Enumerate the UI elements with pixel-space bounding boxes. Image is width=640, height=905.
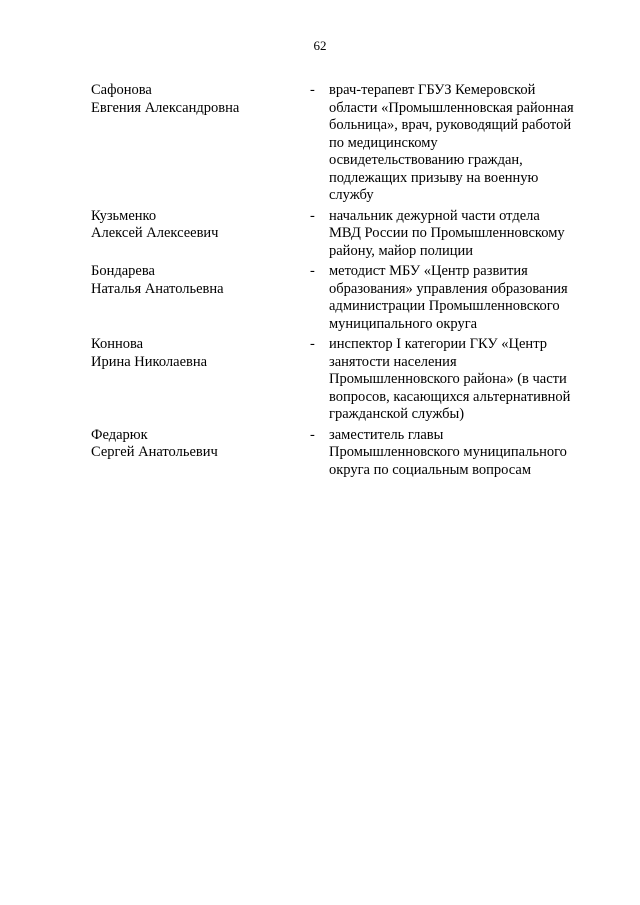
position-line: освидетельствованию граждан, [329,152,523,168]
member-entry [91,263,591,333]
member-surname: Кузьменко [91,207,157,224]
member-name [91,263,301,298]
member-given-names: Ирина Николаевна [91,353,208,370]
member-surname: Сафонова [91,82,152,98]
member-entry [91,82,591,205]
member-entry [91,427,591,480]
position-line: гражданской службы) [329,406,465,422]
separator-dash: - [310,82,315,98]
separator-dash: - [310,263,315,279]
member-position [329,263,589,333]
position-line: методист МБУ «Центр развития [329,263,528,279]
member-entry [91,208,591,261]
position-line: по медицинскому [329,134,438,151]
member-position [329,336,589,424]
position-line: Промышленновского муниципального [329,444,567,460]
separator-dash: - [310,426,315,443]
position-line: врач-терапевт ГБУЗ Кемеровской [329,82,536,98]
position-line: району, майор полиции [329,242,473,259]
member-given-names: Евгения Александровна [91,99,240,116]
member-given-names: Алексей Алексеевич [91,225,219,241]
member-position [329,208,589,261]
member-name [91,336,301,371]
member-given-names: Наталья Анатольевна [91,280,224,297]
separator-dash: - [310,207,315,224]
position-line: подлежащих призыву на военную [329,169,539,186]
position-line: муниципального округа [329,315,478,332]
member-surname: Федарюк [91,426,148,443]
position-line: начальник дежурной части отдела [329,207,540,224]
position-line: образования» управления образования [329,280,568,297]
member-name [91,82,301,117]
position-line: службу [329,187,374,203]
commission-member-list [91,82,591,479]
position-line: области «Промышленновская районная [329,99,574,116]
member-surname: Коннова [91,336,144,352]
member-position [329,427,589,480]
position-line: МВД России по Промышленновскому [329,225,565,241]
member-name [91,427,301,462]
separator-dash: - [310,336,315,352]
member-surname: Бондарева [91,263,155,279]
member-name [91,208,301,243]
member-given-names: Сергей Анатольевич [91,444,218,460]
position-line: инспектор I категории ГКУ «Центр [329,336,547,352]
member-position [329,82,589,205]
position-line: вопросов, касающихся альтернативной [329,388,571,405]
position-line: округа по социальным вопросам [329,461,532,478]
position-line: Промышленновского района» (в части [329,371,567,387]
member-entry [91,336,591,424]
position-line: заместитель главы [329,426,444,443]
page-number: 62 [313,38,327,53]
position-line: администрации Промышленновского [329,298,560,314]
position-line: больница», врач, руководящий работой [329,117,572,133]
position-line: занятости населения [329,353,457,370]
